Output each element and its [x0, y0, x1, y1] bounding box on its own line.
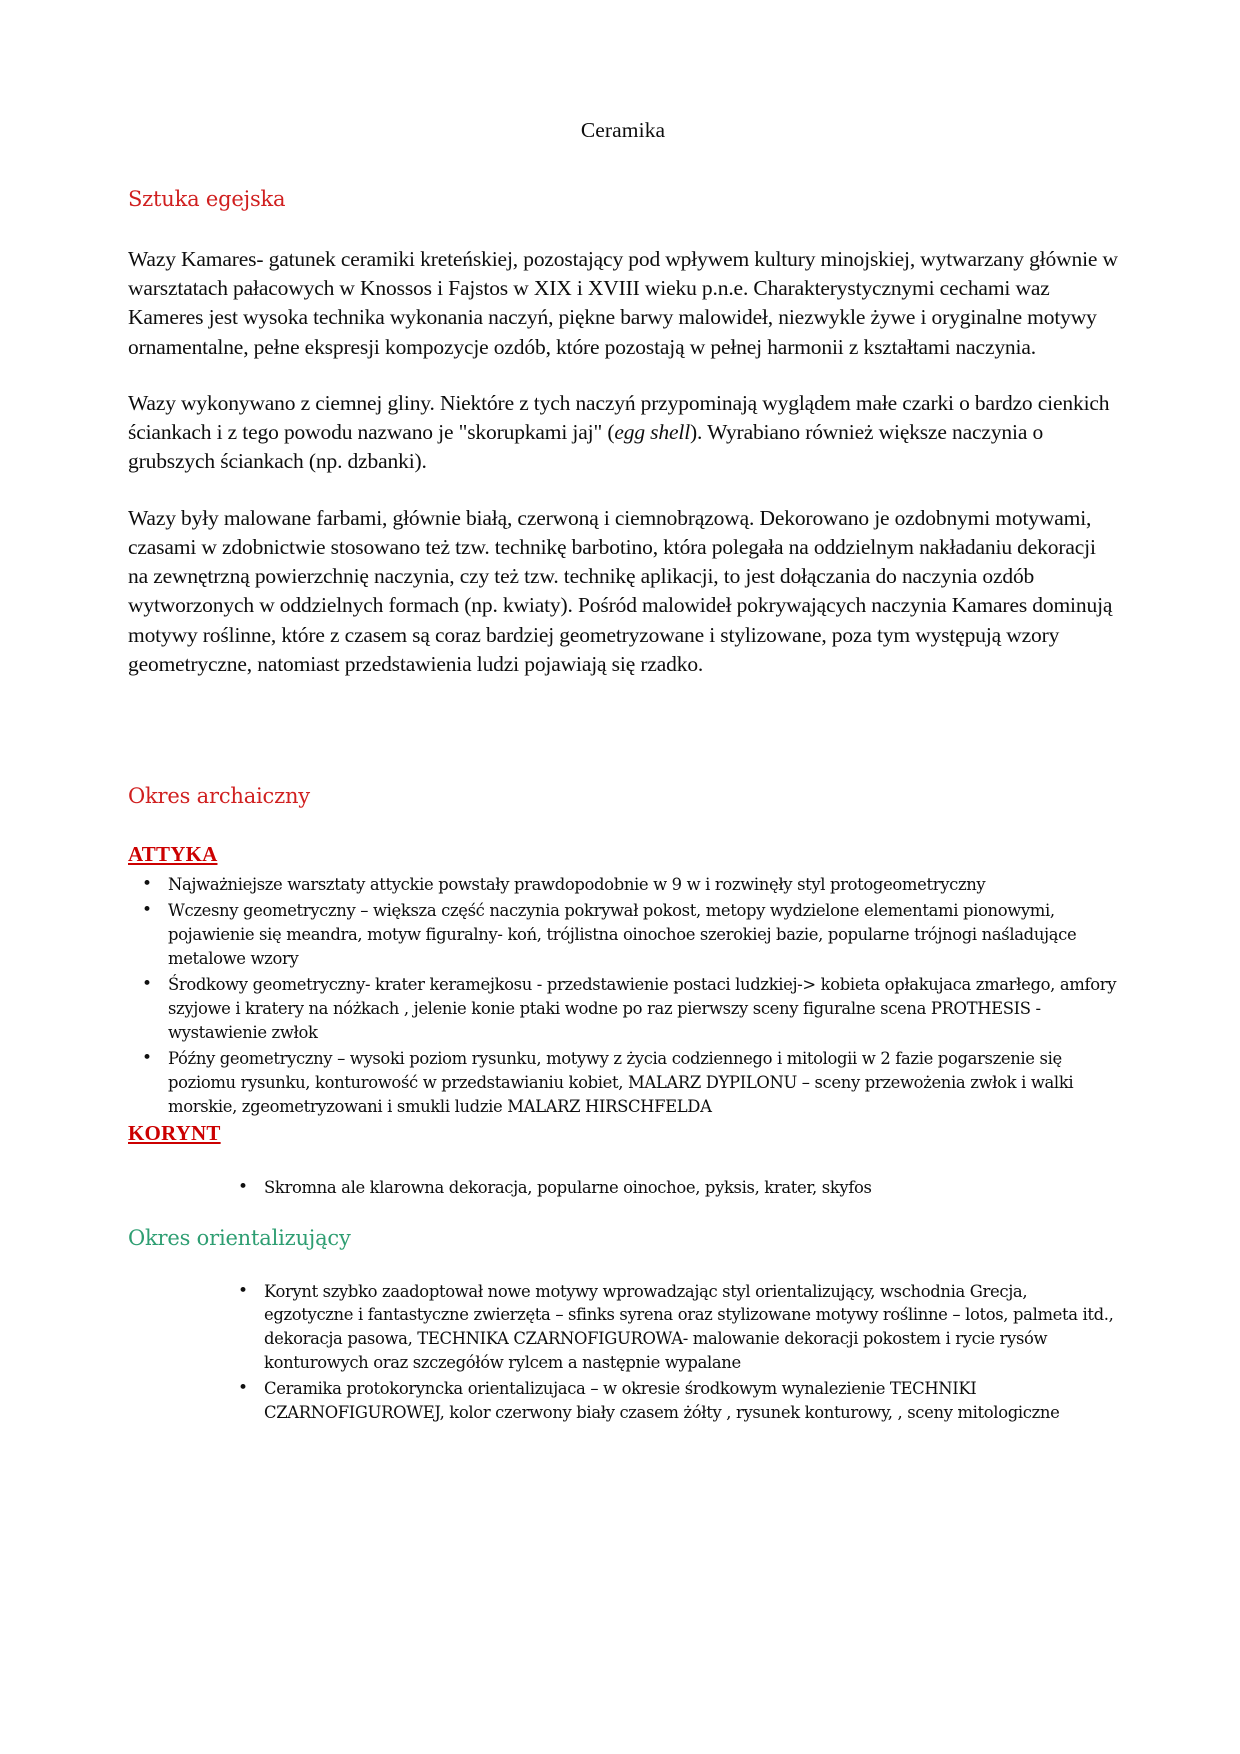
subsection-attyka: [128, 842, 1118, 1119]
list-item: • Środkowy geometryczny- krater keramejkosu - przedstawienie postaci ludzkiej-> kobieta opłakujaca zmarłego, amfory szyjowe i kratery na nóżkach , jelenie konie ptaki wodne po raz pierwszy sceny figuralne scena PROTHESIS -wystawienie zwłok: [128, 973, 1118, 1045]
list-item: • Wczesny geometryczny – większa część naczynia pokrywał pokost, metopy wydzielone elementami pionowymi, pojawienie się meandra, motyw figuralny- koń, trójlistna oinochoe szerokiej bazie, popularne trójnogi naśladujące metalowe wzory: [128, 899, 1118, 971]
subsection-korynt: [128, 1121, 1118, 1200]
list-item: • Korynt szybko zaadoptował nowe motywy wprowadzając styl orientalizujący, wschodnia Grecja, egzotyczne i fantastyczne zwierzęta – sfinks syrena oraz stylizowane motywy roślinne – lotos, palmeta itd., dekoracja pasowa, TECHNIKA CZARNOFIGUROWA- malowanie dekoracji pokostem i rycie rysów konturowych oraz szczegółów rylcem a następnie wypalane: [224, 1280, 1118, 1376]
egg-shell-text-before: Wazy wykonywano z ciemnej gliny. Niektóre z tych naczyń przypominają wyglądem małe czarki o bardzo cienkich ściankach i z tego powodu nazwano je "skorupkami jaj" (: [128, 390, 1110, 445]
section-spacer: [128, 706, 1118, 784]
paragraph-painting-techniques: Wazy były malowane farbami, głównie białą, czerwoną i ciemnobrązową. Dekorowano je ozdobnymi motywami, czasami w zdobnictwie stosowano też tzw. technikę barbotino, która polegała na oddzielnym nakładaniu dekoracji na zewnętrzną powierzchnię naczynia, czy też tzw. technikę aplikacji, to jest dołączania do naczynia ozdób wytworzonych w oddzielnych formach (np. kwiaty). Pośród malowideł pokrywających naczynia Kamares dominują motywy roślinne, które z czasem są coraz bardziej geometryzowane i stylizowane, poza tym występują wzory geometryczne, natomiast przedstawienia ludzi pojawiają się rzadko.: [128, 505, 1113, 676]
list-item: • Ceramika protokoryncka orientalizujaca – w okresie środkowym wynalezienie TECHNIKI CZARNOFIGUROWEJ, kolor czerwony biały czasem żółty , rysunek konturowy, , sceny mitologiczne: [224, 1377, 1118, 1425]
heading-sztuka-egejska: Sztuka egejska: [128, 187, 286, 211]
bullet-list-orientalizing: [128, 1280, 1118, 1426]
list-item: • Późny geometryczny – wysoki poziom rysunku, motywy z życia codziennego i mitologii w 2 fazie pogarszenie się poziomu rysunku, konturowość w przedstawianiu kobiet, MALARZ DYPILONU – sceny przewożenia zwłok i walki morskie, zgeometryzowani i smukli ludzie MALARZ HIRSCHFELDA: [128, 1047, 1118, 1119]
egg-shell-italic-term: egg shell: [614, 420, 691, 445]
paragraph-egg-shell: [128, 389, 1118, 477]
egg-shell-text-after: ). Wyrabiano również większe naczynia o grubszych ściankach (np. dzbanki).: [128, 420, 1044, 474]
heading-okres-orientalizujacy: Okres orientalizujący: [128, 1225, 351, 1250]
paragraph-kamares-intro: Wazy Kamares- gatunek ceramiki kreteńskiej, pozostający pod wpływem kultury minojskiej, wytwarzany głównie w warsztatach pałacowych w Knossos i Fajstos w XIX i XVIII wieku p.n.e. Charakterystycznymi cechami waz Kameres jest wysoka technika wykonania naczyń, piękne barwy malowideł, niezwykle żywe i oryginalne motywy ornamentalne, pełne ekspresji kompozycje ozdób, które pozostają w pełnej harmonii z kształtami naczynia.: [128, 247, 1118, 359]
label-attyka: ATTYKA: [128, 842, 218, 867]
label-korynt: KORYNT: [128, 1120, 221, 1145]
list-item: • Skromna ale klarowna dekoracja, popularne oinochoe, pyksis, krater, skyfos: [224, 1176, 1118, 1200]
section-spacer: [128, 1202, 1118, 1226]
bullet-list-attyka: [128, 873, 1118, 1119]
heading-okres-archaiczny: Okres archaiczny: [128, 784, 310, 809]
list-item: • Najważniejsze warsztaty attyckie powstały prawdopodobnie w 9 w i rozwinęły styl protogeometryczny: [128, 873, 1118, 897]
page-title: Ceramika: [580, 118, 666, 142]
bullet-list-korynt: [128, 1176, 1118, 1200]
list-spacer: [128, 1152, 1118, 1176]
